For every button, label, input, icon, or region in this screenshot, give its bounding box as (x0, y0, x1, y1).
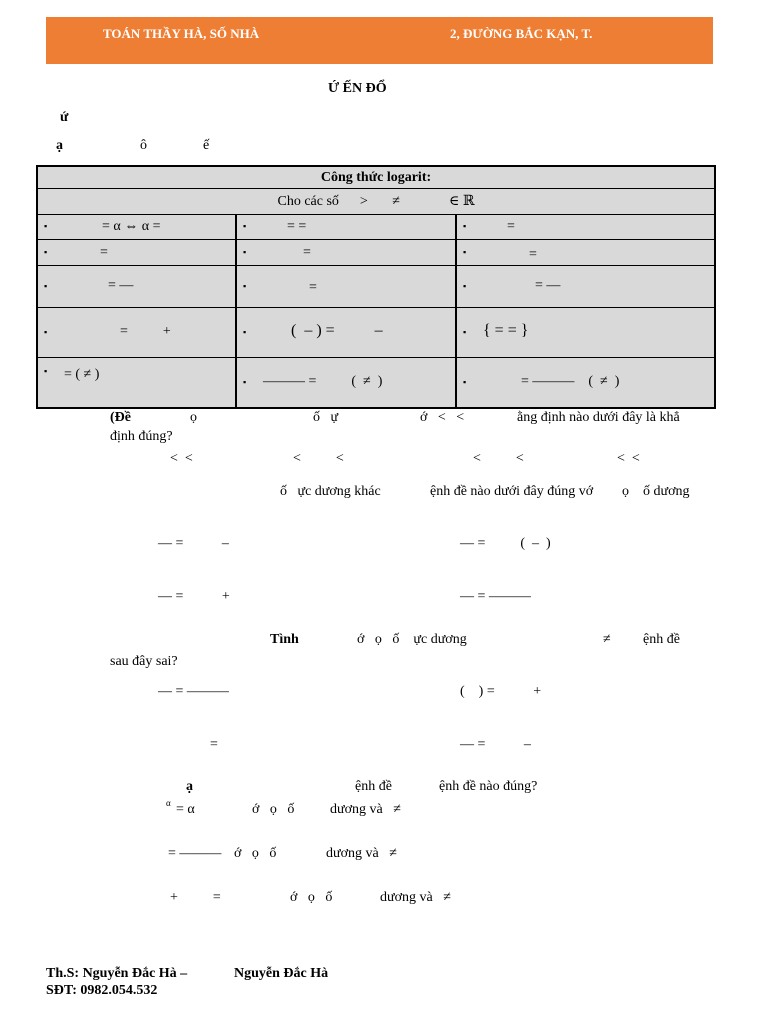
formula-text: = ——— ( ≠ ) (521, 374, 620, 389)
formula-text: { = = } (483, 322, 529, 339)
q1-label: (Đề (110, 410, 131, 425)
bullet-icon: ▪ (243, 281, 247, 291)
q1-text: ớ < < (420, 410, 465, 425)
q2-option-c[interactable]: — = + (158, 589, 230, 604)
formula-cell (457, 240, 714, 265)
q4-statement-3-end: dương và ≠ (380, 890, 451, 905)
q1-text: ố ự (313, 410, 339, 425)
table-heading: Công thức logarit: (320, 170, 432, 185)
bullet-icon: ▪ (463, 221, 467, 231)
footer-author-2: Nguyễn Đắc Hà (234, 966, 329, 981)
q4-statement-3: + = (170, 890, 221, 905)
q4-statement-2-text: ớ ọ ố (234, 846, 277, 861)
q2-option-b[interactable]: — = ( – ) (460, 536, 551, 551)
bullet-icon: ▪ (243, 247, 247, 257)
footer-phone: SĐT: 0982.054.532 (46, 983, 158, 998)
formula-cell (457, 266, 714, 307)
intro-frag-1: ạ (56, 138, 63, 153)
intro-frag-3: ế (203, 138, 210, 153)
q1-text: định đúng? (110, 429, 173, 444)
table-row (38, 358, 714, 407)
q3-text: sau đây sai? (110, 654, 178, 669)
q4-statement-1-end: dương và ≠ (330, 802, 401, 817)
table-condition: Cho các số > ≠ ∈ ℝ (277, 194, 475, 209)
q3-text: ệnh đề (643, 632, 680, 647)
page-title: Ứ ẾN ĐỔ (328, 81, 387, 96)
formula-cell (38, 240, 237, 265)
q3-label: Tình (270, 632, 299, 647)
formula-cell (237, 358, 457, 407)
q4-statement-3-text: ớ ọ ố (290, 890, 333, 905)
bullet-icon: ▪ (463, 247, 467, 257)
formula-cell (457, 358, 714, 407)
formula-text: ( – ) = – (291, 322, 383, 339)
formula-text: = (507, 219, 515, 234)
formula-text: = ( ≠ ) (64, 367, 100, 382)
q4-statement-1: = α (176, 802, 195, 817)
intro-line-1: ứ (60, 110, 69, 125)
q1-option-b[interactable]: < < (293, 451, 344, 466)
formula-cell (237, 240, 457, 265)
formula-text: = (100, 245, 108, 260)
q3-option-c[interactable]: = (210, 737, 218, 752)
table-row (38, 308, 714, 358)
formula-cell (38, 266, 237, 307)
formula-cell (38, 308, 237, 357)
q4-text: ệnh đề nào đúng? (439, 779, 538, 794)
table-row (38, 266, 714, 308)
formula-text: = = (287, 219, 307, 234)
formula-text: = α ⇔ α = (102, 219, 161, 234)
footer-author: Th.S: Nguyễn Đắc Hà – (46, 966, 188, 981)
q1-text: ằng định nào dưới đây là khẳ (517, 410, 680, 425)
q4-statement-1-superscript: α (166, 798, 171, 808)
q3-text: ≠ (603, 632, 611, 647)
q1-option-a[interactable]: < < (170, 451, 193, 466)
q3-option-a[interactable]: — = ——— (158, 684, 229, 699)
formula-text: = (529, 247, 537, 262)
bullet-icon: ▪ (44, 327, 48, 337)
header-left-text: TOÁN THẦY HÀ, SỐ NHÀ (103, 26, 260, 41)
q4-statement-2-end: dương và ≠ (326, 846, 397, 861)
bullet-icon: ▪ (44, 221, 48, 231)
formula-cell (457, 215, 714, 239)
formula-cell (237, 266, 457, 307)
formula-cell (38, 215, 237, 239)
formula-text: = — (535, 278, 561, 293)
table-heading-row (38, 167, 714, 189)
header-right-text: 2, ĐƯỜNG BẮC KẠN, T. (450, 26, 593, 41)
q3-text: ớ ọ ố ực dương (357, 632, 467, 647)
table-row (38, 215, 714, 240)
bullet-icon: ▪ (44, 281, 48, 291)
bullet-icon: ▪ (463, 327, 467, 337)
table-condition-row (38, 189, 714, 215)
formula-cell (237, 308, 457, 357)
formula-cell (237, 215, 457, 239)
formula-text: = + (120, 324, 171, 339)
q4-statement-1-text: ớ ọ ố (252, 802, 295, 817)
formula-cell (38, 358, 237, 407)
logarit-formula-table (36, 165, 716, 409)
formula-text: = (303, 245, 311, 260)
intro-frag-2: ô (140, 138, 147, 153)
q2-text: ọ ố dương (622, 484, 690, 499)
bullet-icon: ▪ (463, 377, 467, 387)
q4-text: ệnh đề (355, 779, 392, 794)
q2-option-d[interactable]: — = ——— (460, 589, 531, 604)
q2-option-a[interactable]: — = – (158, 536, 229, 551)
q4-statement-2: = ——— (168, 846, 222, 861)
q1-text: ọ (190, 410, 197, 425)
bullet-icon: ▪ (463, 281, 467, 291)
table-row (38, 240, 714, 266)
formula-cell (457, 308, 714, 357)
formula-text: ——— = ( ≠ ) (263, 374, 383, 389)
bullet-icon: ▪ (243, 327, 247, 337)
q1-option-d[interactable]: < < (617, 451, 640, 466)
q2-text: ố ực dương khác (280, 484, 381, 499)
bullet-icon: ▪ (44, 247, 48, 257)
bullet-icon: ▪ (44, 366, 48, 376)
q2-text: ệnh đề nào dưới đây đúng vớ (430, 484, 594, 499)
q3-option-d[interactable]: — = – (460, 737, 531, 752)
formula-text: = (309, 280, 317, 295)
header-bar (46, 17, 713, 64)
bullet-icon: ▪ (243, 377, 247, 387)
formula-text: = — (108, 278, 134, 293)
q3-option-b[interactable]: ( ) = + (460, 684, 542, 699)
q1-option-c[interactable]: < < (473, 451, 524, 466)
bullet-icon: ▪ (243, 221, 247, 231)
q4-label: ạ (186, 779, 193, 794)
